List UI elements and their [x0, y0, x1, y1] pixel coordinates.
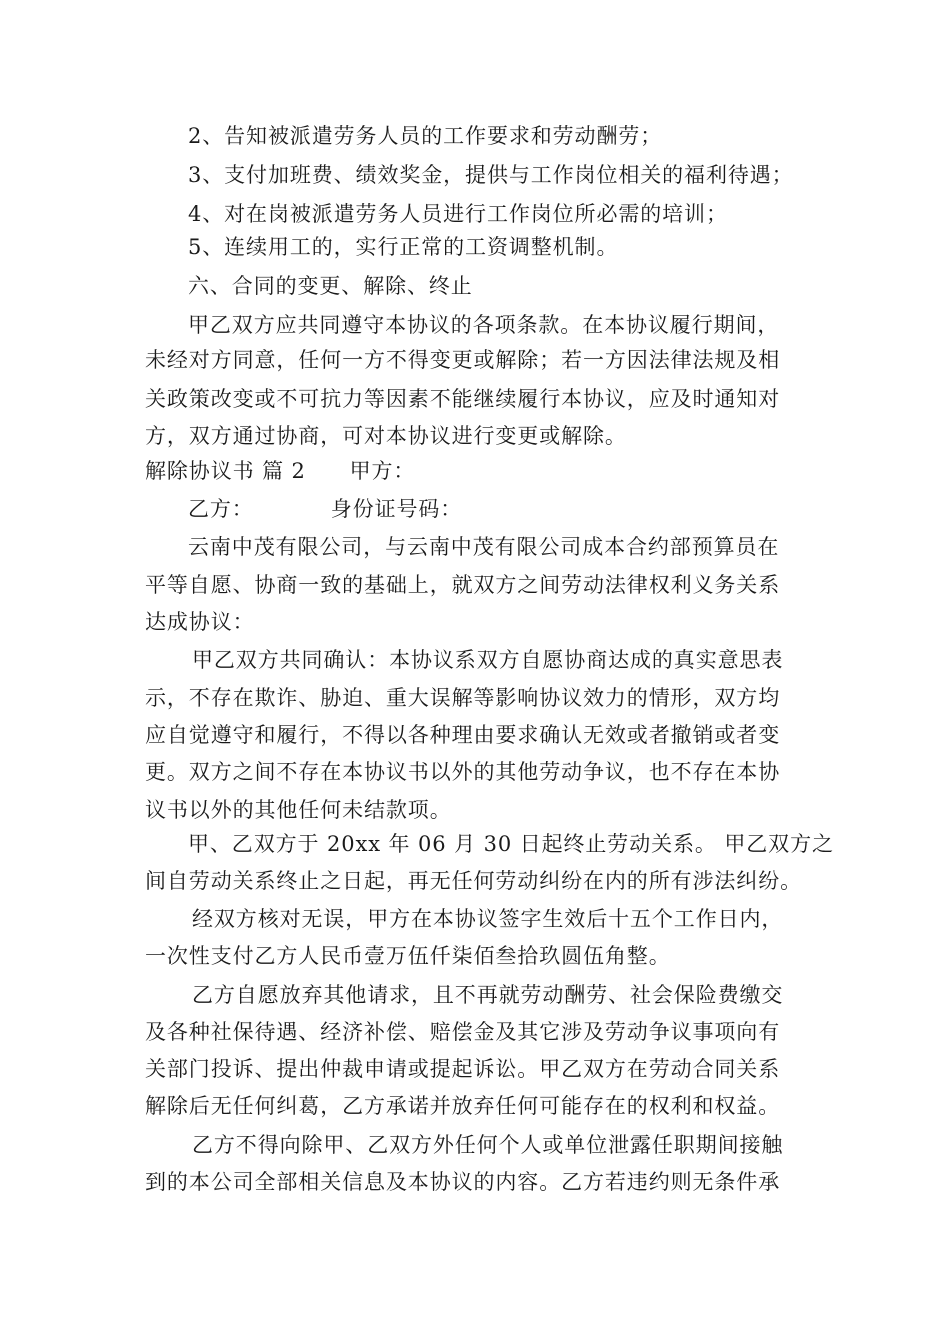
list-item-5: 5、连续用工的，实行正常的工资调整机制。	[188, 235, 619, 259]
paragraph-line: 间自劳动关系终止之日起，再无任何劳动纠纷在内的所有涉法纠纷。	[145, 869, 802, 893]
paragraph-line: 甲乙双方应共同遵守本协议的各项条款。在本协议履行期间，	[188, 313, 780, 337]
paragraph-line: 一次性支付乙方人民币壹万伍仟柒佰叁拾玖圆伍角整。	[145, 944, 671, 968]
paragraph-line: 解除后无任何纠葛，乙方承诺并放弃任何可能存在的权利和权益。	[145, 1094, 781, 1118]
paragraph-line: 议书以外的其他任何未结款项。	[145, 798, 452, 822]
document-title-line: 解除协议书 篇 2 甲方：	[145, 459, 416, 483]
paragraph-line: 示，不存在欺诈、胁迫、重大误解等影响协议效力的情形，双方均	[145, 686, 781, 710]
list-item-2: 2、告知被派遣劳务人员的工作要求和劳动酬劳；	[188, 124, 663, 148]
paragraph-line: 更。双方之间不存在本协议书以外的其他劳动争议，也不存在本协	[145, 760, 781, 784]
paragraph-line: 云南中茂有限公司，与云南中茂有限公司成本合约部预算员在	[188, 535, 780, 559]
paragraph-line: 应自觉遵守和履行，不得以各种理由要求确认无效或者撤销或者变	[145, 723, 781, 747]
paragraph-line: 乙方自愿放弃其他请求，且不再就劳动酬劳、社会保险费缴交	[192, 983, 784, 1007]
paragraph-line: 甲、乙双方于 20xx 年 06 月 30 日起终止劳动关系。 甲乙双方之	[188, 832, 834, 856]
paragraph-line: 及各种社保待遇、经济补偿、赔偿金及其它涉及劳动争议事项向有	[145, 1020, 781, 1044]
paragraph-line: 未经对方同意，任何一方不得变更或解除；若一方因法律法规及相	[145, 348, 781, 372]
paragraph-line: 经双方核对无误，甲方在本协议签字生效后十五个工作日内，	[192, 907, 784, 931]
list-item-3: 3、支付加班费、绩效奖金，提供与工作岗位相关的福利待遇；	[188, 163, 794, 187]
paragraph-line: 关政策改变或不可抗力等因素不能继续履行本协议，应及时通知对	[145, 387, 781, 411]
paragraph-line: 方，双方通过协商，可对本协议进行变更或解除。	[145, 424, 627, 448]
paragraph-line: 平等自愿、协商一致的基础上，就双方之间劳动法律权利义务关系	[145, 573, 781, 597]
party-b-line: 乙方： 身份证号码：	[188, 497, 463, 521]
paragraph-line: 达成协议：	[145, 610, 255, 634]
paragraph-line: 到的本公司全部相关信息及本协议的内容。乙方若违约则无条件承	[145, 1170, 781, 1194]
paragraph-line: 甲乙双方共同确认：本协议系双方自愿协商达成的真实意思表	[192, 648, 784, 672]
paragraph-line: 关部门投诉、提出仲裁申请或提起诉讼。甲乙双方在劳动合同关系	[145, 1057, 781, 1081]
list-item-4: 4、对在岗被派遣劳务人员进行工作岗位所必需的培训；	[188, 202, 728, 226]
section-heading-6: 六、合同的变更、解除、终止	[188, 274, 473, 298]
paragraph-line: 乙方不得向除甲、乙双方外任何个人或单位泄露任职期间接触	[192, 1133, 784, 1157]
